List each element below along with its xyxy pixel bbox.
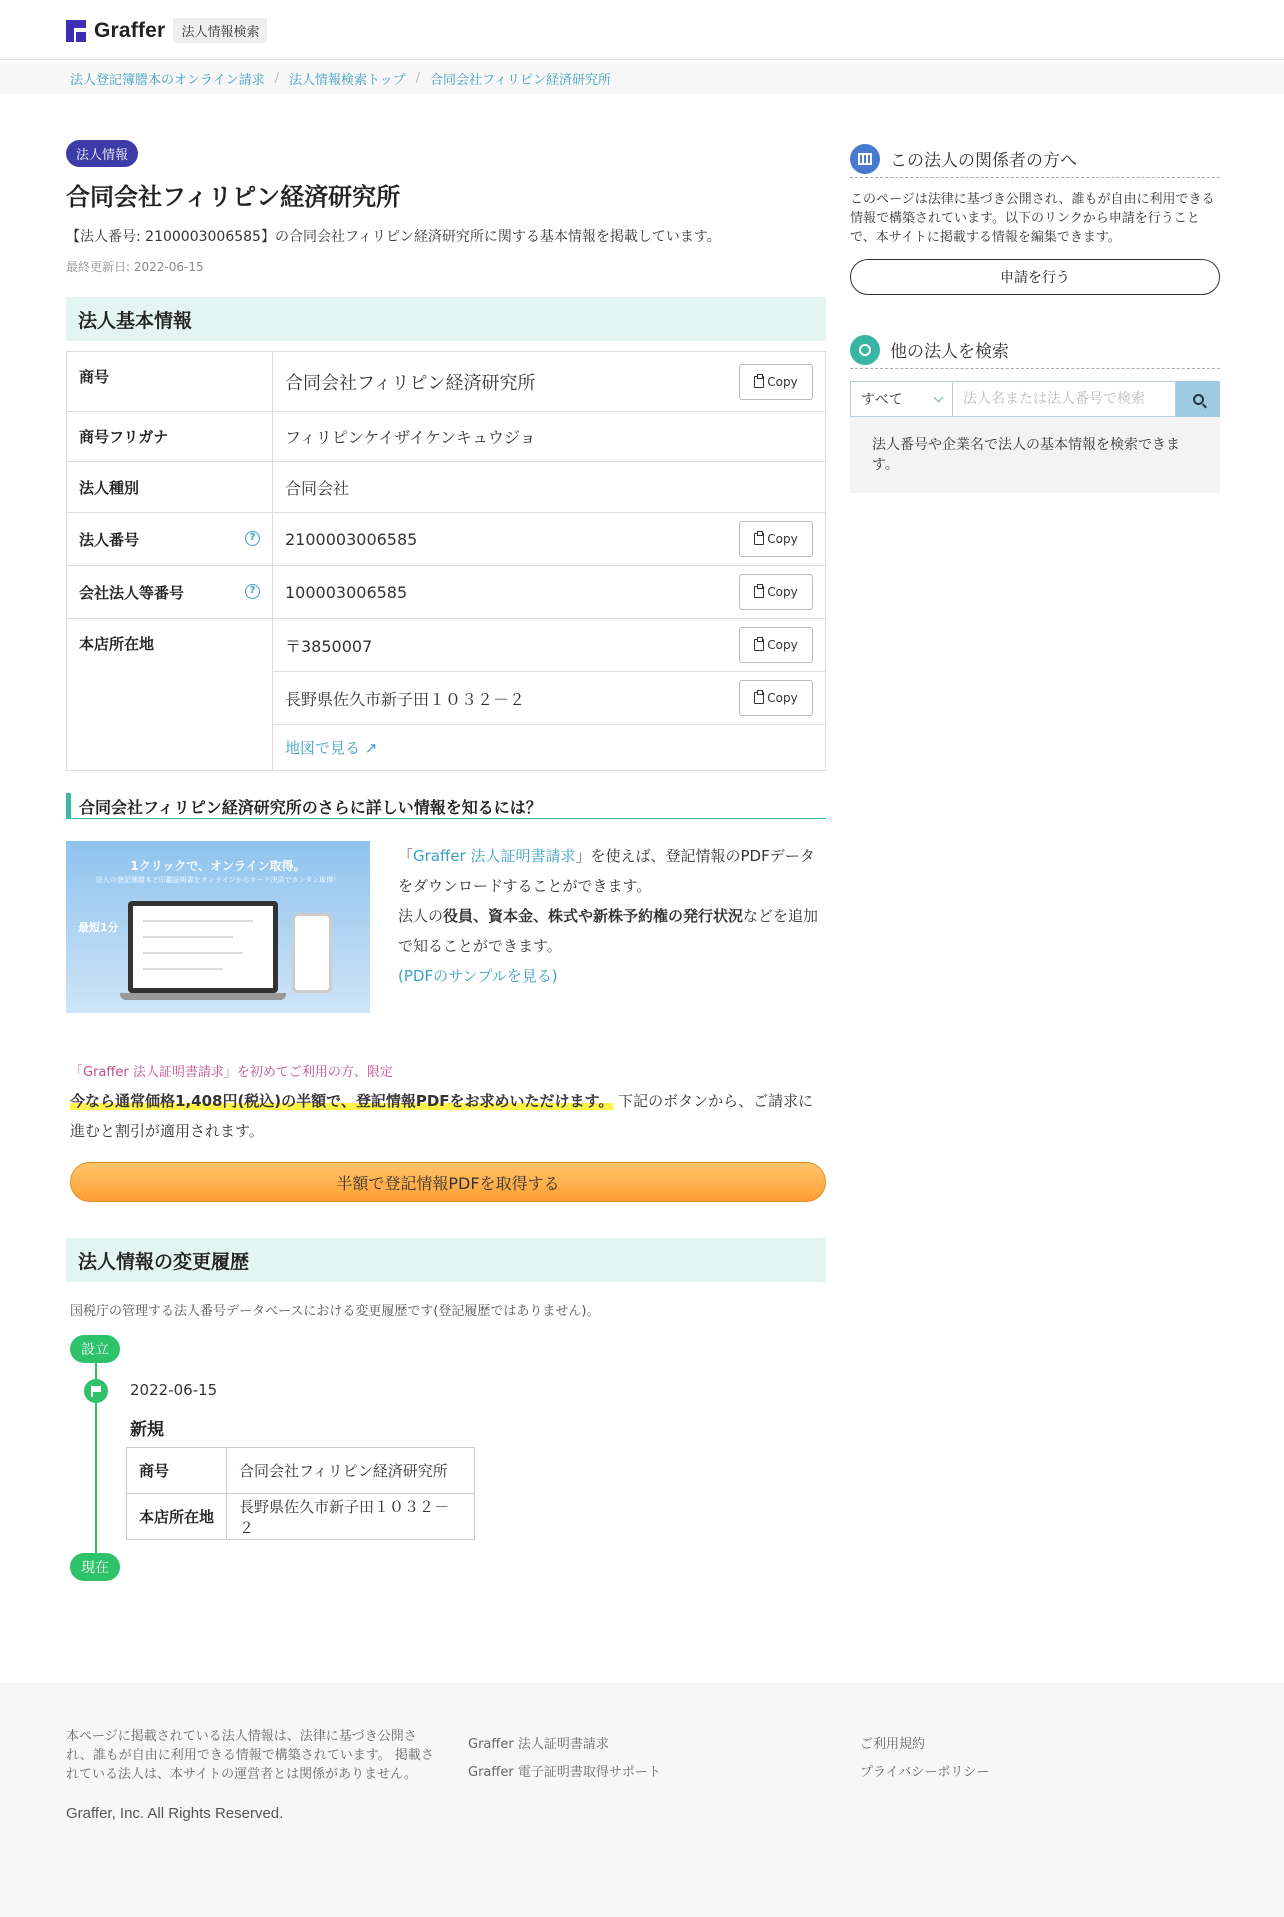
sidebar bbox=[850, 140, 1220, 493]
page-lead: 【法人番号: 2100003006585】の合同会社フィリピン経済研究所に関する基本情報を掲載しています。 bbox=[66, 229, 721, 245]
clipboard-icon bbox=[754, 692, 764, 704]
apply-button[interactable]: 申請を行う bbox=[850, 259, 1220, 295]
history-event: 新規 bbox=[130, 1420, 164, 1440]
search-form bbox=[850, 381, 1220, 417]
category-tag: 法人情報 bbox=[66, 140, 138, 167]
building-icon bbox=[850, 144, 880, 174]
row-label-corp-no: 法人番号 ? bbox=[67, 513, 273, 566]
basic-info-heading: 法人基本情報 bbox=[66, 297, 826, 341]
flag-icon bbox=[91, 1386, 101, 1396]
search-icon bbox=[1193, 394, 1204, 405]
corp-number-value: 2100003006585 bbox=[285, 529, 418, 549]
copy-company-number-button[interactable]: Copy bbox=[739, 574, 813, 610]
clipboard-icon bbox=[754, 376, 764, 388]
footer-link-terms[interactable]: ご利用規約 bbox=[860, 1737, 926, 1752]
main-content bbox=[66, 140, 826, 1595]
history-timeline bbox=[66, 1335, 826, 1595]
footer-link-privacy[interactable]: プライバシーポリシー bbox=[860, 1765, 990, 1780]
logo-badge: 法人情報検索 bbox=[173, 18, 267, 43]
table-row: 本店所在地 長野県佐久市新子田１０３２－２ bbox=[127, 1494, 475, 1540]
breadcrumb-separator: / bbox=[274, 70, 280, 86]
basic-info-table bbox=[66, 351, 826, 771]
table-row: 商号 合同会社フィリピン経済研究所 bbox=[127, 1448, 475, 1494]
search-help: 法人番号や企業名で法人の基本情報を検索できます。 bbox=[850, 417, 1220, 493]
offer-text: 今なら通常価格1,408円(税込)の半額で、登記情報PDFをお求めいただけます。 下記のボタンから、ご請求に進むと割引が適用されます。 bbox=[70, 1092, 814, 1140]
clipboard-icon bbox=[754, 533, 764, 545]
help-icon[interactable]: ? bbox=[245, 531, 260, 546]
row-label-address: 本店所在地 bbox=[67, 619, 273, 771]
copy-postal-button[interactable]: Copy bbox=[739, 627, 813, 663]
breadcrumb-link-current[interactable]: 合同会社フィリピン経済研究所 bbox=[430, 72, 611, 88]
company-type-value: 合同会社 bbox=[273, 462, 826, 513]
promo-text: 「Graffer 法人証明書請求」を使えば、登記情報のPDFデータをダウンロードすることができます。 法人の役員、資本金、株式や新株予約権の発行状況などを追加で知ることができます。 (PDFのサンプルを見る) bbox=[398, 847, 819, 985]
history-heading: 法人情報の変更履歴 bbox=[66, 1238, 826, 1282]
site-footer bbox=[0, 1683, 1284, 1917]
company-name-value: 合同会社フィリピン経済研究所 bbox=[285, 372, 536, 394]
address-value: 長野県佐久市新子田１０３２－２ bbox=[285, 689, 526, 709]
row-label-company-no: 会社法人等番号 ? bbox=[67, 566, 273, 619]
promo-image[interactable]: 1クリックで、オンライン取得。 法人の登記簿謄本と印鑑証明書をオンラインからカード決済でカンタン取得！ 最短1分 bbox=[66, 841, 370, 1013]
footer-link-e-certificate[interactable]: Graffer 電子証明書取得サポート bbox=[468, 1765, 661, 1780]
graffer-certificate-link[interactable]: Graffer 法人証明書請求 bbox=[413, 847, 576, 865]
half-price-pdf-button[interactable]: 半額で登記情報PDFを取得する bbox=[70, 1162, 826, 1202]
last-updated: 最終更新日: 2022-06-15 bbox=[66, 260, 204, 274]
search-type-select[interactable]: すべて bbox=[850, 381, 953, 417]
postal-code-value: 〒3850007 bbox=[285, 636, 373, 656]
promo-image-badge: 最短1分 bbox=[78, 921, 119, 934]
magnifier-icon bbox=[850, 335, 880, 365]
history-note: 国税庁の管理する法人番号データベースにおける変更履歴です(登記履歴ではありません)。 bbox=[70, 1304, 600, 1319]
breadcrumb-link-registry[interactable]: 法人登記簿謄本のオンライン請求 bbox=[70, 72, 265, 88]
footer-links-legal bbox=[860, 1731, 989, 1787]
external-link-icon: ↗ bbox=[364, 739, 378, 757]
search-button[interactable] bbox=[1176, 381, 1220, 417]
timeline-end-badge: 現在 bbox=[70, 1553, 120, 1581]
copy-name-button[interactable]: Copy bbox=[739, 364, 813, 400]
copyright: Graffer, Inc. All Rights Reserved. bbox=[66, 1805, 284, 1822]
company-number-value: 100003006585 bbox=[285, 582, 408, 602]
history-table bbox=[126, 1447, 475, 1540]
footer-link-certificate[interactable]: Graffer 法人証明書請求 bbox=[468, 1737, 609, 1752]
row-label-name: 商号 bbox=[67, 352, 273, 412]
chevron-down-icon bbox=[934, 392, 944, 402]
site-header bbox=[0, 0, 1284, 60]
footer-description: 本ページに掲載されている法人情報は、法律に基づき公開され、誰もが自由に利用できる情報で構築されています。 掲載されている法人は、本サイトの運営者とは関係がありません。 bbox=[66, 1729, 434, 1782]
site-logo[interactable] bbox=[66, 18, 267, 43]
timeline-start-badge: 設立 bbox=[70, 1335, 120, 1363]
graffer-logo-icon bbox=[66, 20, 86, 42]
logo-text: Graffer bbox=[94, 18, 166, 42]
timeline-dot bbox=[84, 1379, 108, 1403]
pdf-sample-link[interactable]: (PDFのサンプルを見る) bbox=[398, 967, 558, 985]
search-input[interactable] bbox=[953, 381, 1176, 417]
promo-block bbox=[66, 841, 826, 1013]
breadcrumb bbox=[0, 62, 1284, 94]
offer-highlight: 今なら通常価格1,408円(税込)の半額で、登記情報PDFをお求めいただけます。 bbox=[70, 1092, 614, 1110]
offer-note: 「Graffer 法人証明書請求」を初めてご利用の方、限定 bbox=[70, 1065, 393, 1080]
related-description: このページは法律に基づき公開され、誰もが自由に利用できる情報で構築されています。以下のリンクから申請を行うことで、本サイトに掲載する情報を編集できます。 bbox=[850, 192, 1215, 245]
row-label-type: 法人種別 bbox=[67, 462, 273, 513]
history-date: 2022-06-15 bbox=[130, 1381, 218, 1399]
breadcrumb-separator: / bbox=[415, 70, 421, 86]
breadcrumb-link-search-top[interactable]: 法人情報検索トップ bbox=[289, 72, 406, 88]
footer-links-services bbox=[468, 1731, 661, 1787]
company-kana-value: フィリピンケイザイケンキュウジョ bbox=[273, 412, 826, 462]
search-heading: 他の法人を検索 bbox=[850, 331, 1220, 369]
copy-address-button[interactable]: Copy bbox=[739, 680, 813, 716]
row-label-kana: 商号フリガナ bbox=[67, 412, 273, 462]
help-icon[interactable]: ? bbox=[245, 584, 260, 599]
clipboard-icon bbox=[754, 586, 764, 598]
map-link[interactable]: 地図で見る ↗ bbox=[285, 739, 378, 757]
page-title: 合同会社フィリピン経済研究所 bbox=[66, 183, 401, 211]
related-heading: この法人の関係者の方へ bbox=[850, 140, 1220, 178]
laptop-illustration bbox=[128, 901, 278, 993]
phone-illustration bbox=[292, 913, 332, 993]
copy-corp-number-button[interactable]: Copy bbox=[739, 521, 813, 557]
clipboard-icon bbox=[754, 639, 764, 651]
more-info-heading: 合同会社フィリピン経済研究所のさらに詳しい情報を知るには？ bbox=[66, 793, 826, 819]
